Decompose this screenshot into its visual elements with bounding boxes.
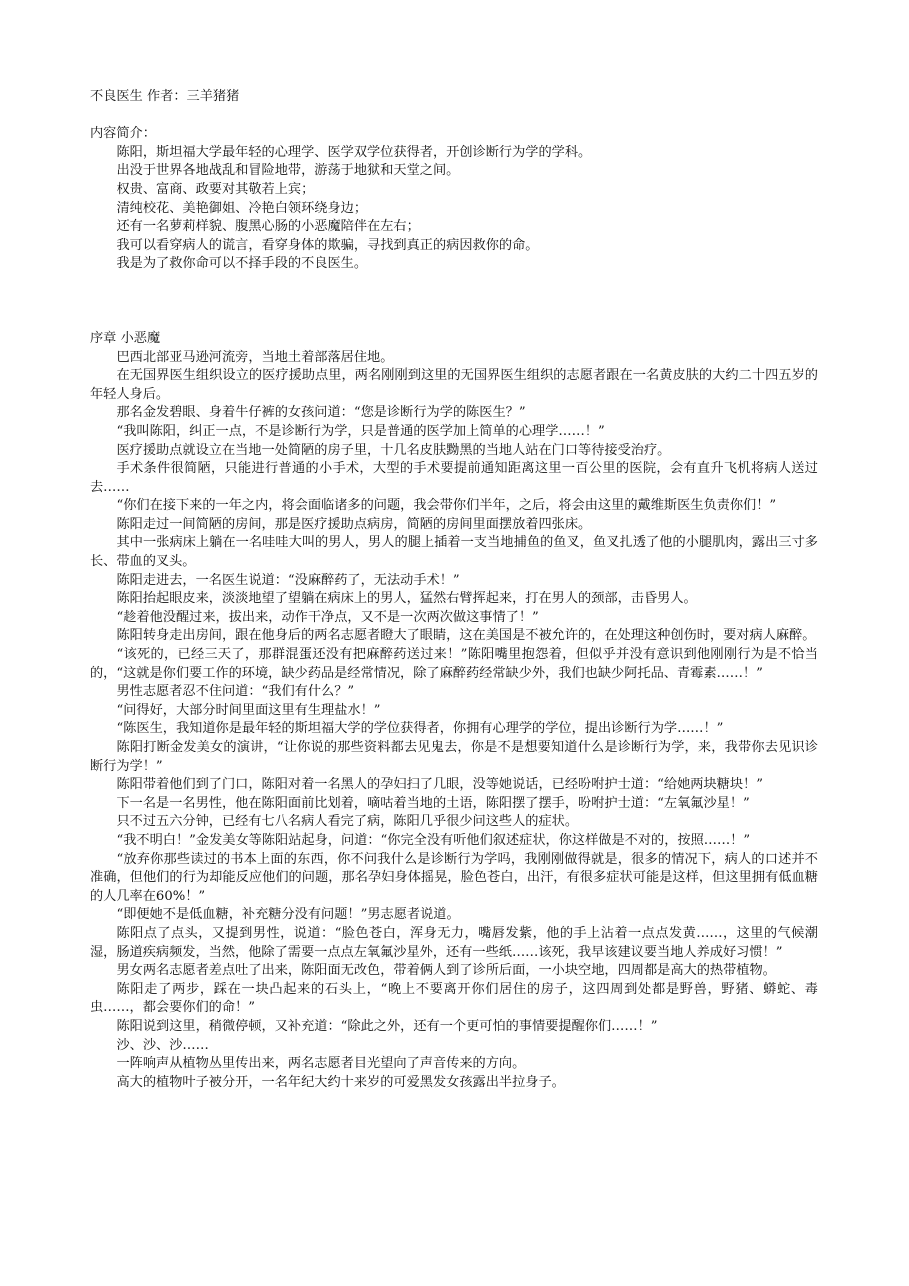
chapter-paragraph: 陈阳打断金发美女的演讲，“让你说的那些资料都去见鬼去，你是不是想要知道什么是诊断行为学，来，我带你去见识诊断行为学！”	[90, 740, 818, 774]
chapter-paragraph: 手术条件很简陋，只能进行普通的小手术，大型的手术要提前通知距离这里一百公里的医院，会有直升飞机将病人送过去……	[90, 461, 818, 495]
chapter-paragraph: “趁着他没醒过来，拔出来，动作干净点，又不是一次两次做这事情了！”	[116, 609, 539, 625]
chapter-paragraph: 陈阳转身走出房间，跟在他身后的两名志愿者瞪大了眼睛，这在美国是不被允许的，在处理这种创伤时，要对病人麻醉。	[116, 628, 816, 644]
intro-paragraph: 陈阳，斯坦福大学最年轻的心理学、医学双学位获得者，开创诊断行为学的学科。	[116, 144, 592, 160]
chapter-paragraph: “问得好，大部分时间里面这里有生理盐水！”	[116, 702, 381, 718]
intro-paragraph: 清纯校花、美艳御姐、冷艳白领环绕身边；	[116, 200, 368, 216]
chapter-body	[90, 349, 818, 1093]
chapter-paragraph: 男女两名志愿者差点吐了出来，陈阳面无改色，带着俩人到了诊所后面，一小块空地，四周都是高大的热带植物。	[116, 963, 776, 979]
chapter-paragraph: 那名金发碧眼、身着牛仔裤的女孩问道：“您是诊断行为学的陈医生？”	[116, 405, 526, 421]
chapter-paragraph: 在无国界医生组织设立的医疗援助点里，两名刚刚到这里的无国界医生组织的志愿者跟在一名黄皮肤的大约二十四五岁的年轻人身后。	[90, 368, 818, 402]
chapter-paragraph: 其中一张病床上躺在一名哇哇大叫的男人，男人的腿上插着一支当地捕鱼的鱼叉，鱼叉扎透了他的小腿肌肉，露出三寸多长、带血的叉头。	[90, 535, 818, 570]
chapter-paragraph: 陈阳走过一间简陋的房间，那是医疗援助点病房，简陋的房间里面摆放着四张床。	[116, 516, 592, 532]
chapter-paragraph: 陈阳走了两步，踩在一块凸起来的石头上，“晚上不要离开你们居住的房子，这四周到处都是野兽，野猪、蟒蛇、毒虫……，都会要你们的命！”	[90, 981, 818, 1016]
chapter-paragraph: “该死的，已经三天了，那群混蛋还没有把麻醉药送过来！”陈阳嘴里抱怨着，但似乎并没有意识到他刚刚行为是不恰当的，“这就是你们要工作的环境，缺少药品是经常情况，除了麻醉药经常缺少外，我们也缺少阿托品、青霉素……！”	[90, 647, 818, 681]
chapter-paragraph: “你们在接下来的一年之内，将会面临诸多的问题，我会带你们半年，之后，将会由这里的戴维斯医生负责你们！”	[116, 498, 777, 514]
intro-paragraph: 权贵、富商、政要对其敬若上宾；	[116, 181, 315, 197]
chapter-paragraph: “我不明白！”金发美女等陈阳站起身，问道：“你完全没有听他们叙述症状，你这样做是不对的，按照……！”	[116, 832, 751, 848]
chapter-paragraph: 男性志愿者忍不住问道：“我们有什么？”	[116, 684, 355, 700]
intro-paragraph: 出没于世界各地战乱和冒险地带，游荡于地狱和天堂之间。	[116, 163, 460, 179]
chapter-paragraph: 只不过五六分钟，已经有七八名病人看完了病，陈阳几乎很少问这些人的症状。	[116, 814, 579, 830]
chapter-paragraph: 高大的植物叶子被分开，一名年纪大约十来岁的可爱黑发女孩露出半拉身子。	[116, 1074, 565, 1090]
chapter-paragraph: 陈阳走进去，一名医生说道：“没麻醉药了，无法动手术！”	[116, 572, 460, 588]
intro-section	[90, 144, 818, 274]
chapter-paragraph: 陈阳说到这里，稍微停顿，又补充道：“除此之外，还有一个更可怕的事情要提醒你们……！”	[116, 1018, 658, 1034]
chapter-paragraph: 陈阳点了点头，又提到男性，说道：“脸色苍白，浑身无力，嘴唇发紫，他的手上沾着一点点发黄……，这里的气候潮湿，肠道疾病频发，当然，他除了需要一点点左氧氟沙星外，还有一些纸……该死，我早该建议要当地人养成好习惯！”	[90, 925, 818, 960]
intro-heading: 内容简介：	[90, 126, 156, 142]
chapter-paragraph: 一阵响声从植物丛里传出来，两名志愿者目光望向了声音传来的方向。	[116, 1056, 526, 1072]
chapter-paragraph: “即便她不是低血糖，补充糖分没有问题！”男志愿者说道。	[116, 907, 460, 923]
document-page	[90, 88, 818, 1092]
chapter-paragraph: “我叫陈阳，纠正一点，不是诊断行为学，只是普通的医学加上简单的心理学……！”	[116, 423, 605, 439]
chapter-paragraph: “放弃你那些读过的书本上面的东西，你不问我什么是诊断行为学吗，我刚刚做得就是，很多的情况下，病人的口述并不准确，但他们的行为却能反应他们的问题，那名孕妇身体摇晃，脸色苍白，出汗，有很多症状可能是这样，但这里拥有低血糖的人几率在60%！”	[90, 851, 818, 904]
chapter-paragraph: 下一名是一名男性，他在陈阳面前比划着，嘀咕着当地的土语，陈阳摆了摆手，吩咐护士道：“左氧氟沙星！”	[116, 795, 750, 811]
chapter-paragraph: 医疗援助点就设立在当地一处简陋的房子里，十几名皮肤黝黑的当地人站在门口等待接受治疗。	[116, 442, 671, 458]
chapter-paragraph: 沙、沙、沙……	[116, 1037, 209, 1053]
intro-paragraph: 还有一名萝莉样貌、腹黑心肠的小恶魔陪伴在左右；	[116, 219, 420, 235]
chapter-paragraph: “陈医生，我知道你是最年轻的斯坦福大学的学位获得者，你拥有心理学的学位，提出诊断行为学……！”	[116, 721, 724, 737]
chapter-heading: 序章 小恶魔	[90, 330, 161, 346]
intro-paragraph: 我可以看穿病人的谎言，看穿身体的欺骗，寻找到真正的病因救你的命。	[116, 237, 539, 253]
chapter-paragraph: 陈阳抬起眼皮来，淡淡地望了望躺在病床上的男人，猛然右臂挥起来，打在男人的颈部，击昏男人。	[116, 591, 697, 607]
intro-paragraph: 我是为了救你命可以不择手段的不良医生。	[116, 256, 368, 272]
title-line: 不良医生 作者：三羊猪猪	[90, 89, 240, 104]
chapter-paragraph: 巴西北部亚马逊河流旁，当地土着部落居住地。	[116, 349, 394, 365]
chapter-paragraph: 陈阳带着他们到了门口，陈阳对着一名黑人的孕妇扫了几眼，没等她说话，已经吩咐护士道：“给她两块糖块！”	[116, 777, 763, 793]
